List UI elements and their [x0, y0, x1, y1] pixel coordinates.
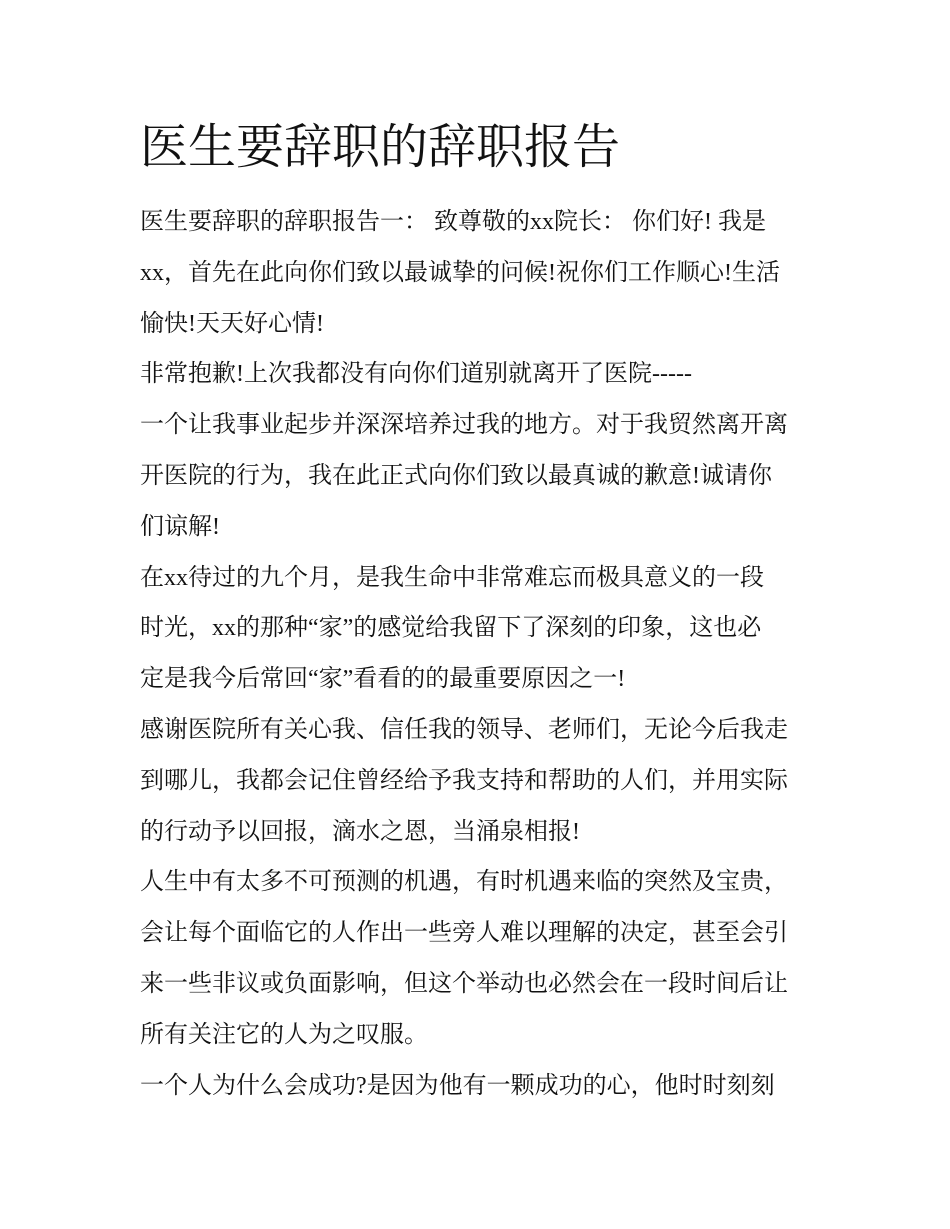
- text-line: 们谅解!: [140, 513, 220, 540]
- text-line: 一个让我事业起步并深深培养过我的地方。对于我贸然离开离: [140, 412, 788, 439]
- text-line: 开医院的行为，我在此正式向你们致以最真诚的歉意!诚请你: [140, 462, 772, 489]
- text-line: 感谢医院所有关心我、信任我的领导、老师们，无论今后我走: [140, 716, 788, 743]
- text-line: 到哪儿，我都会记住曾经给予我支持和帮助的人们，并用实际: [140, 767, 788, 794]
- text-line: 愉快!天天好心情!: [140, 310, 324, 337]
- text-line: 在xx待过的九个月，是我生命中非常难忘而极具意义的一段: [140, 564, 764, 591]
- text-line: 会让每个面临它的人作出一些旁人难以理解的决定，甚至会引: [140, 920, 788, 947]
- document-body: [140, 197, 840, 1111]
- text-line: 时光，xx的那种“家”的感觉给我留下了深刻的印象，这也必: [140, 615, 762, 642]
- text-line: 的行动予以回报，滴水之恩，当涌泉相报!: [140, 818, 580, 845]
- text-line: 一个人为什么会成功?是因为他有一颗成功的心，他时时刻刻: [140, 1072, 775, 1099]
- text-line: 所有关注它的人为之叹服。: [140, 1021, 428, 1048]
- text-line: 医生要辞职的辞职报告一： 致尊敬的xx院长： 你们好! 我是: [140, 209, 766, 235]
- text-line: xx，首先在此向你们致以最诚挚的问候!祝你们工作顺心!生活: [140, 259, 780, 286]
- text-line: 非常抱歉!上次我都没有向你们道别就离开了医院-----: [140, 361, 692, 388]
- text-line: 人生中有太多不可预测的机遇，有时机遇来临的突然及宝贵，: [140, 869, 788, 896]
- text-line: 来一些非议或负面影响，但这个举动也必然会在一段时间后让: [140, 970, 788, 997]
- document-title: 医生要辞职的辞职报告: [140, 121, 621, 174]
- text-line: 定是我今后常回“家”看看的的最重要原因之一!: [140, 666, 626, 693]
